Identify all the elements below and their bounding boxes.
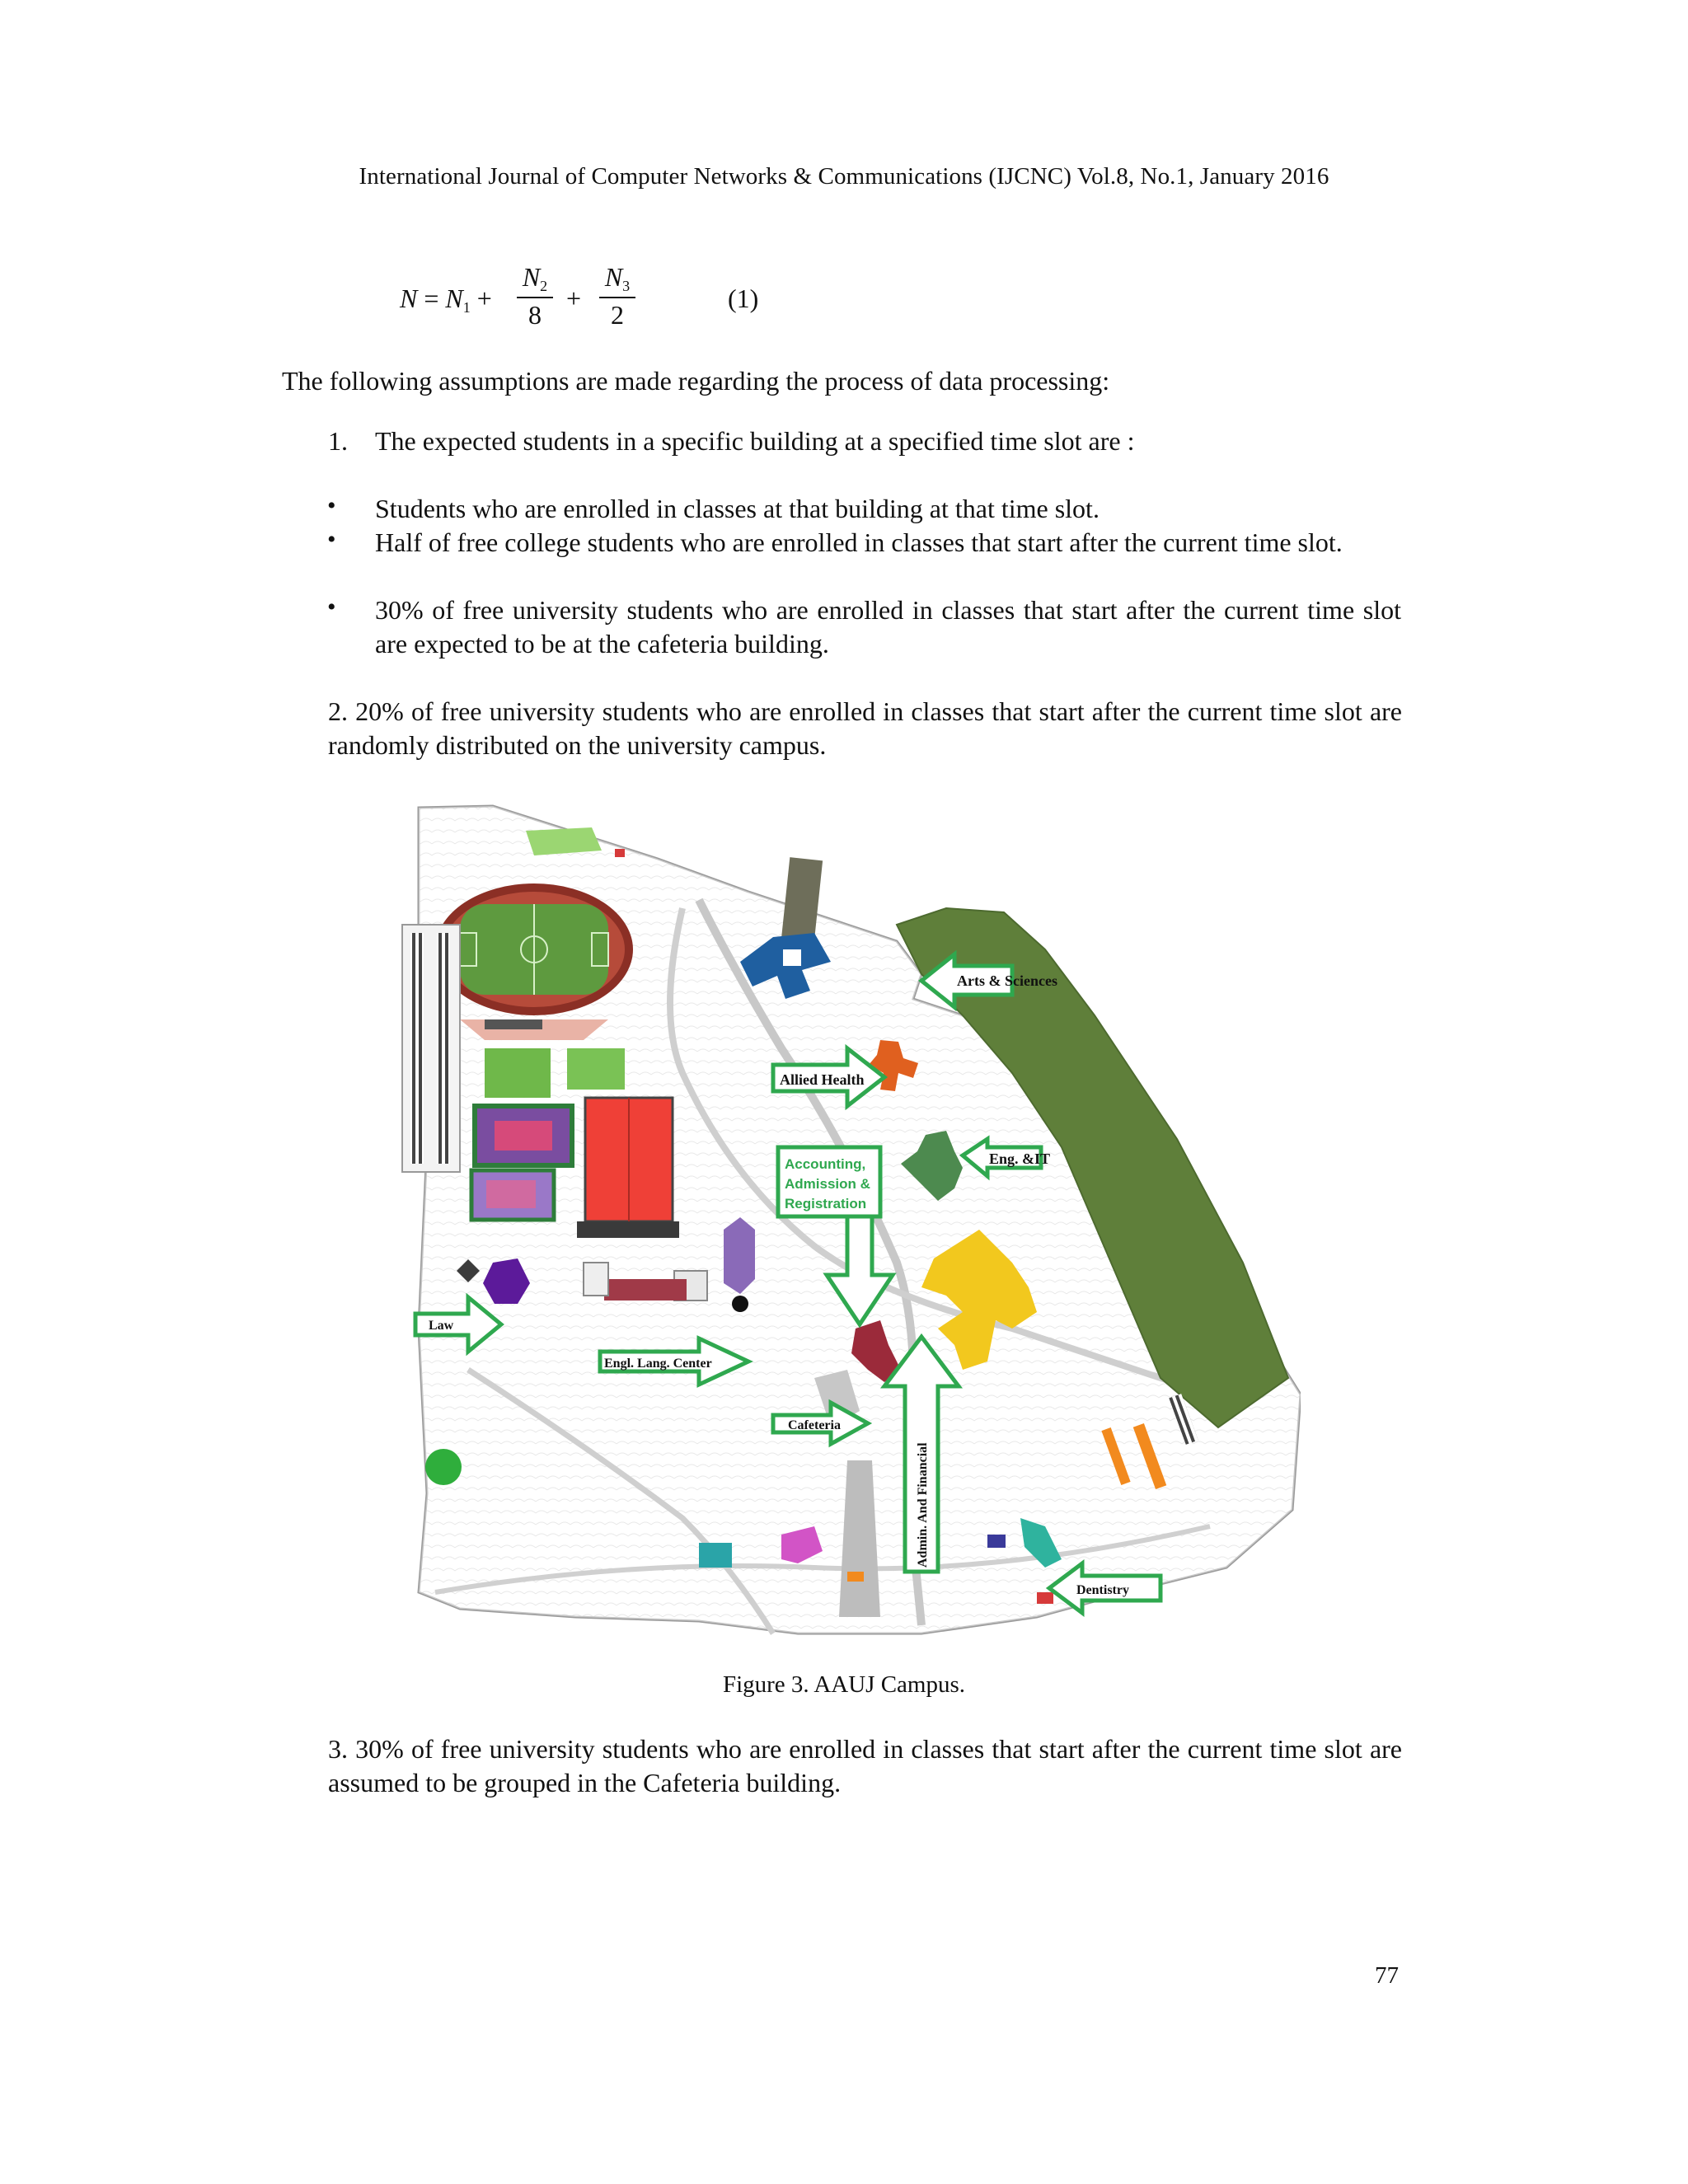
svg-text:Dentistry: Dentistry [1076, 1583, 1129, 1597]
bullet-3-text: 30% of free university students who are enrolled in classes that start after the current time slot are expected to be at the cafeteria building. [375, 595, 1401, 658]
svg-text:Law: Law [429, 1319, 454, 1333]
item-2-paragraph: 2. 20% of free university students who are enrolled in classes that start after the current time slot are randomly distributed on the university campus. [328, 696, 1402, 760]
figure-caption: Figure 3. AAUJ Campus. [722, 1671, 966, 1698]
green-field-top [526, 827, 602, 855]
svg-text:Registration: Registration [785, 1196, 867, 1212]
equation-lhs: $N = N_1$ + [400, 284, 492, 316]
svg-text:Engl. Lang. Center: Engl. Lang. Center [604, 1357, 712, 1371]
equation-1 [400, 262, 779, 336]
svg-text:Accounting,: Accounting, [785, 1156, 866, 1172]
svg-text:Allied Health: Allied Health [780, 1071, 865, 1088]
green-tree [425, 1449, 462, 1485]
item-3-paragraph: 3. 30% of free university students who are enrolled in classes that start after the current time slot are assumed to be grouped in the Cafeteria building. [328, 1734, 1402, 1797]
equation-number: (1) [728, 284, 759, 313]
intro-paragraph: The following assumptions are made regarding the process of data processing: [282, 366, 1110, 396]
engl-lang-building [604, 1279, 687, 1301]
campus-map [386, 801, 1301, 1652]
teal-building [699, 1543, 732, 1568]
svg-text:Cafeteria: Cafeteria [788, 1418, 841, 1432]
parking-left [402, 925, 460, 1172]
svg-text:Arts & Sciences: Arts & Sciences [957, 972, 1057, 989]
page-number: 77 [1375, 1962, 1399, 1989]
fraction-n3-over-2: $N_3$ 2 [596, 262, 639, 330]
svg-text:Admin. And Financial: Admin. And Financial [916, 1442, 930, 1568]
campus-map-figure [386, 801, 1301, 1652]
bullet-marker: • [327, 526, 336, 553]
bullet-marker: • [327, 593, 336, 621]
running-header: International Journal of Computer Networks & Communications (IJCNC) Vol.8, No.1, January 2016 [359, 163, 1329, 190]
svg-text:Eng. &IT: Eng. &IT [989, 1151, 1051, 1167]
item-1-number: 1. [328, 426, 348, 456]
bullet-2-text: Half of free college students who are enrolled in classes that start after the current time slot. [375, 527, 1343, 557]
accounting-building [724, 1217, 755, 1294]
bullet-marker: • [327, 492, 336, 519]
equation-plus: + [566, 284, 582, 313]
bullet-1-text: Students who are enrolled in classes at that building at that time slot. [375, 494, 1100, 523]
item-1-text: The expected students in a specific building at a specified time slot are : [375, 426, 1135, 456]
fraction-n2-over-8: $N_2$ 8 [513, 262, 556, 330]
svg-text:Admission &: Admission & [785, 1176, 870, 1192]
